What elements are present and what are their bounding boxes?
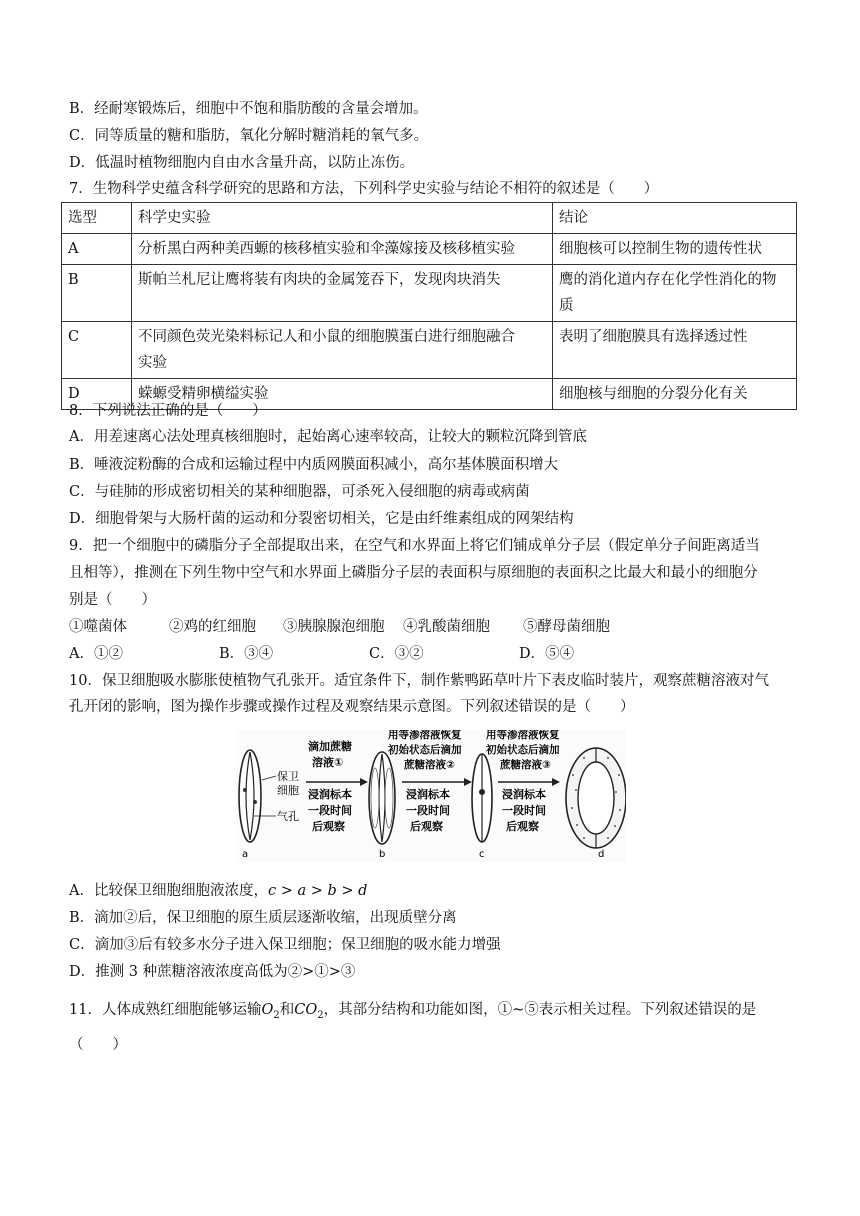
table-cell [553,322,797,379]
table-cell [132,265,553,322]
cell-text: 鹰的消化道内存在化学性消化的物 [559,272,777,288]
step2-text: 后观察 [410,820,443,833]
label-guard-1: 保卫 [277,770,299,783]
step3-text: 初始状态后滴加 [486,744,560,756]
q9-item: ①噬菌体 [69,619,127,635]
cell-text: 分析黑白两种美西螈的核移植实验和伞藻嫁接及核移植实验 [138,241,515,257]
table-row [62,322,797,379]
step1-text: 溶液① [312,756,344,769]
step1-text: 后观察 [312,820,345,833]
step2-text: 浸润标本 [406,788,450,801]
cell-text: 不同颜色荧光染料标记人和小鼠的细胞膜蛋白进行细胞融合 [138,329,515,345]
q6-option-c: C．同等质量的糖和脂肪，氧化分解时糖消耗的氧气多。 [69,128,429,144]
table-cell [132,322,553,379]
step3-text: 一段时间 [502,804,546,817]
q8-option-c: C．与硅肺的形成密切相关的某种细胞器，可杀死入侵细胞的病毒或病菌 [69,484,530,500]
q8-stem: 8．下列说法正确的是（ ） [69,403,267,419]
step2-text: 初始状态后滴加 [388,744,462,756]
step3-text: 后观察 [506,820,539,833]
q9-option: D．⑤④ [519,646,575,662]
table-cell: C [62,322,132,379]
q9-stem-line1: 9．把一个细胞中的磷脂分子全部提取出来，在空气和水界面上将它们铺成单分子层（假定单分子间距离适当 [69,538,760,554]
letter-c: c [479,849,485,860]
table-cell [132,234,553,265]
q9-item: ②鸡的红细胞 [169,619,256,635]
label-guard-2: 细胞 [277,784,299,797]
letter-d: d [598,849,605,860]
co2-formula: CO [294,1002,318,1018]
q11-stem-b: ，其部分结构和功能如图，①~⑤表示相关过程。下列叙述错误的是 [323,1002,757,1018]
letter-b: b [379,849,386,860]
step3-text: 用等渗溶液恢复 [486,730,560,741]
table-row [62,265,797,322]
cell-text: 表明了细胞膜具有选择透过性 [559,329,748,345]
q9-item: ④乳酸菌细胞 [403,619,490,635]
table-cell [553,265,797,322]
q11-stem-end: （ ） [69,1037,127,1053]
step1-text: 浸润标本 [308,788,352,801]
q10-option-c: C．滴加③后有较多水分子进入保卫细胞；保卫细胞的吸水能力增强 [69,937,501,953]
q9-items [69,617,610,637]
stoma-a [239,750,261,842]
step3-text: 蔗糖溶液③ [500,759,551,771]
q7-table [61,202,797,410]
table-header: 科学史实验 [132,203,553,234]
cell-text: 斯帕兰札尼让鹰将装有肉块的金属笼吞下，发现肉块消失 [138,272,501,288]
q6-option-d: D．低温时植物细胞内自由水含量升高，以防止冻伤。 [69,155,415,171]
cell-text: 细胞核与细胞的分裂分化有关 [559,386,748,402]
q9-item: ⑤酵母菌细胞 [523,619,610,635]
q8-option-d: D．细胞骨架与大肠杆菌的运动和分裂密切相关，它是由纤维素组成的网架结构 [69,511,574,527]
step1-text: 滴加蔗糖 [308,740,352,753]
step3-text: 浸润标本 [502,788,546,801]
step2-text: 一段时间 [406,804,450,817]
q11-stem [69,1000,756,1026]
stoma-d [566,748,626,848]
q9-option: A．①② [69,646,123,662]
cell-text: 蝾螈受精卵横缢实验 [138,386,269,402]
q7-stem: 7．生物科学史蕴含科学研究的思路和方法，下列科学史实验与结论不相符的叙述是（ ） [69,181,659,197]
o2-subscript: 2 [273,1009,280,1021]
step2-text: 蔗糖溶液② [404,759,455,771]
q6-option-b: B．经耐寒锻炼后，细胞中不饱和脂肪酸的含量会增加。 [69,101,428,117]
q10-option-a-text: A．比较保卫细胞细胞液浓度， [69,883,268,899]
q10-option-d: D．推测 3 种蔗糖溶液浓度高低为②>①>③ [69,964,356,980]
step1-text: 一段时间 [308,804,352,817]
co2-subscript: 2 [317,1009,324,1021]
q9-option: B．③④ [219,646,274,662]
q8-option-a: A．用差速离心法处理真核细胞时，起始离心速率较高，让较大的颗粒沉降到管底 [69,429,587,445]
o2-formula: O [261,1002,274,1018]
q9-item: ③胰腺腺泡细胞 [283,619,385,635]
q11-and: 和 [279,1002,295,1018]
q10-option-a [69,881,367,901]
cell-text: 实验 [138,355,167,371]
table-header: 选型 [62,203,132,234]
stomata-figure [236,730,626,862]
q10-stem-line2: 孔开闭的影响，图为操作步骤或操作过程及观察结果示意图。下列叙述错误的是（ ） [69,699,635,715]
q9-options [69,644,574,664]
q10-option-b: B．滴加②后，保卫细胞的原生质层逐渐收缩，出现质壁分离 [69,910,457,926]
q11-stem-a: 11．人体成熟红细胞能够运输 [69,1002,262,1018]
table-cell: A [62,234,132,265]
label-pore: 气孔 [277,810,299,823]
stoma-b [369,752,395,844]
cell-text: 质 [559,298,574,314]
table-cell [553,379,797,410]
q8-option-b: B．唾液淀粉酶的合成和运输过程中内质网膜面积减小，高尔基体膜面积增大 [69,457,559,473]
table-row [62,234,797,265]
table-header-row [62,203,797,234]
stoma-c [472,754,492,842]
table-cell [553,234,797,265]
q9-stem-line3: 别是（ ） [69,592,156,608]
cell-text: 细胞核可以控制生物的遗传性状 [559,241,762,257]
q10-option-a-expression: c > a > b > d [267,883,368,899]
table-cell: D [62,379,132,410]
q9-option: C．③② [369,646,424,662]
table-cell: B [62,265,132,322]
q10-stem-line1: 10．保卫细胞吸水膨胀使植物气孔张开。适宜条件下，制作紫鸭跖草叶片下表皮临时装片，观察蔗糖溶液对气 [69,673,769,689]
q9-stem-line2: 且相等），推测在下列生物中空气和水界面上磷脂分子层的表面积与原细胞的表面积之比最大和最小的细胞分 [69,565,758,581]
letter-a: a [242,849,249,860]
table-header: 结论 [553,203,797,234]
step2-text: 用等渗溶液恢复 [388,730,462,741]
